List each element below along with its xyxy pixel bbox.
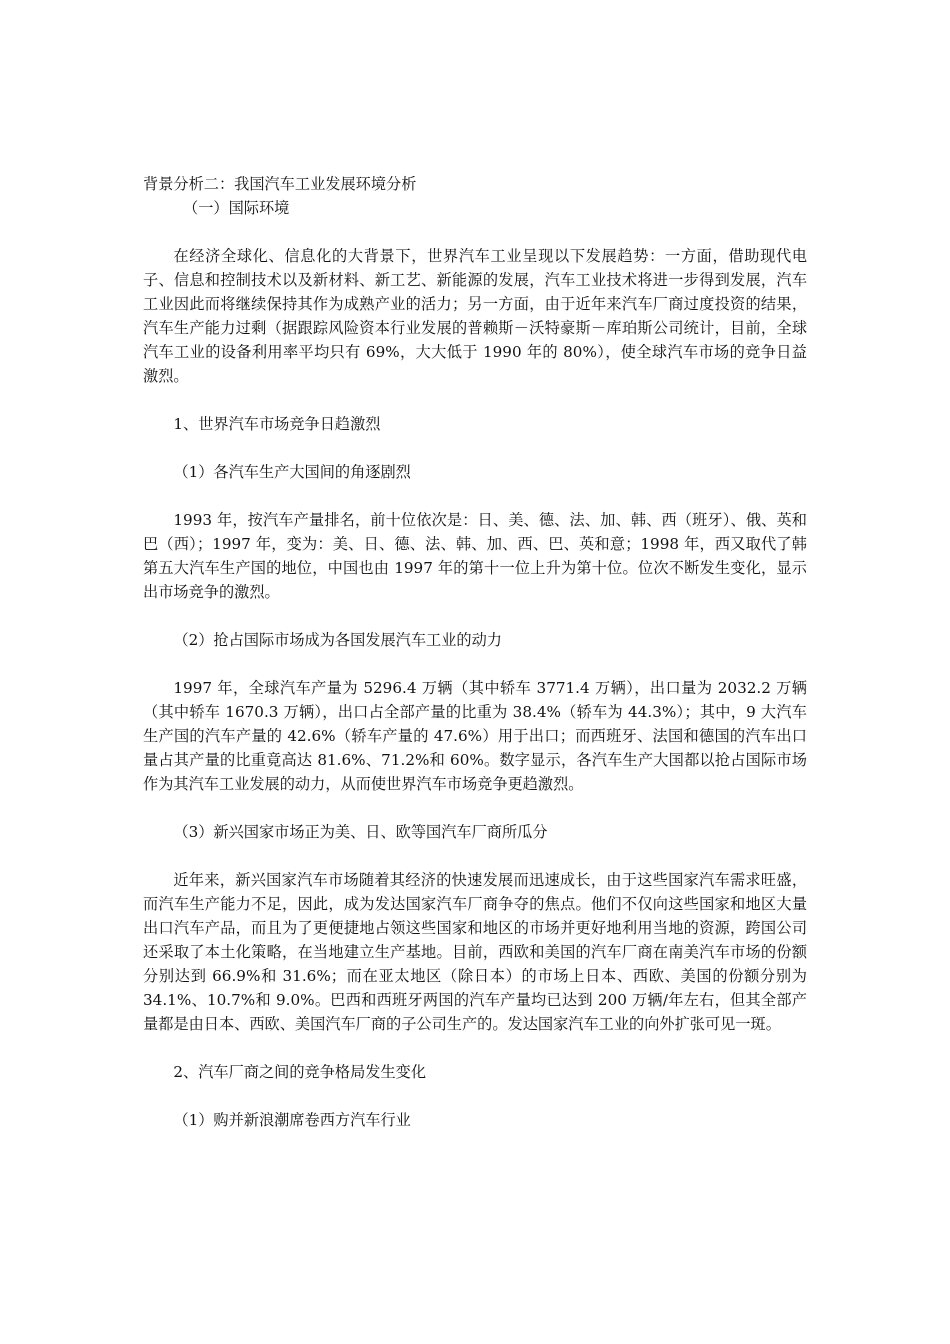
intro-paragraph: 在经济全球化、信息化的大背景下，世界汽车工业呈现以下发展趋势：一方面，借助现代电子、信息和控制技术以及新材料、新工艺、新能源的发展，汽车工业技术将进一步得到发展，汽车工业因此而将继续保持其作为成熟产业的活力；另一方面，由于近年来汽车厂商过度投资的结果，汽车生产能力过剩（据跟踪风险资本行业发展的普赖斯－沃特豪斯－库珀斯公司统计，目前，全球汽车工业的设备利用率平均只有 69%，大大低于 1990 年的 80%），使全球汽车市场的竞争日益激烈。 bbox=[143, 247, 807, 385]
paragraph-1-2: 1997 年，全球汽车产量为 5296.4 万辆（其中轿车 3771.4 万辆），出口量为 2032.2 万辆（其中轿车 1670.3 万辆），出口占全部产量的比重为 38.4%（轿车为 44.3%）；其中，9 大汽车生产国的汽车产量的 42.6%（轿车产量的 47.6%）用于出口；而西班牙、法国和德国的汽车出口量占其产量的比重竟高达 81.6%、71.2%和 60%。数字显示，各汽车生产大国都以抢占国际市场作为其汽车工业发展的动力，从而使世界汽车市场竞争更趋激烈。 bbox=[143, 679, 807, 793]
subheading-1-1: （1）各汽车生产大国间的角逐剧烈 bbox=[173, 463, 411, 481]
subheading-1-3: （3）新兴国家市场正为美、日、欧等国汽车厂商所瓜分 bbox=[173, 823, 548, 841]
subheading-1-2: （2）抢占国际市场成为各国发展汽车工业的动力 bbox=[173, 631, 502, 649]
document-title: 背景分析二：我国汽车工业发展环境分析 bbox=[143, 175, 417, 193]
heading-1: 1、世界汽车市场竞争日趋激烈 bbox=[173, 415, 381, 433]
subheading-2-1: （1）购并新浪潮席卷西方汽车行业 bbox=[173, 1111, 411, 1129]
document-page bbox=[143, 172, 807, 1132]
heading-2: 2、汽车厂商之间的竞争格局发生变化 bbox=[173, 1063, 427, 1081]
paragraph-1-1: 1993 年，按汽车产量排名，前十位依次是：日、美、德、法、加、韩、西（班牙）、俄、英和巴（西）；1997 年，变为：美、日、德、法、韩、加、西、巴、英和意；1998 年，西又取代了韩第五大汽车生产国的地位，中国也由 1997 年的第十一位上升为第十位。位次不断发生变化，显示出市场竞争的激烈。 bbox=[143, 511, 807, 601]
paragraph-1-3: 近年来，新兴国家汽车市场随着其经济的快速发展而迅速成长，由于这些国家汽车需求旺盛，而汽车生产能力不足，因此，成为发达国家汽车厂商争夺的焦点。他们不仅向这些国家和地区大量出口汽车产品，而且为了更便捷地占领这些国家和地区的市场并更好地利用当地的资源，跨国公司还采取了本土化策略，在当地建立生产基地。目前，西欧和美国的汽车厂商在南美汽车市场的份额分别达到 66.9%和 31.6%；而在亚太地区（除日本）的市场上日本、西欧、美国的份额分别为 34.1%、10.7%和 9.0%。巴西和西班牙两国的汽车产量均已达到 200 万辆/年左右，但其全部产量都是由日本、西欧、美国汽车厂商的子公司生产的。发达国家汽车工业的向外扩张可见一斑。 bbox=[143, 871, 807, 1033]
section-heading-international: （一）国际环境 bbox=[183, 199, 290, 217]
